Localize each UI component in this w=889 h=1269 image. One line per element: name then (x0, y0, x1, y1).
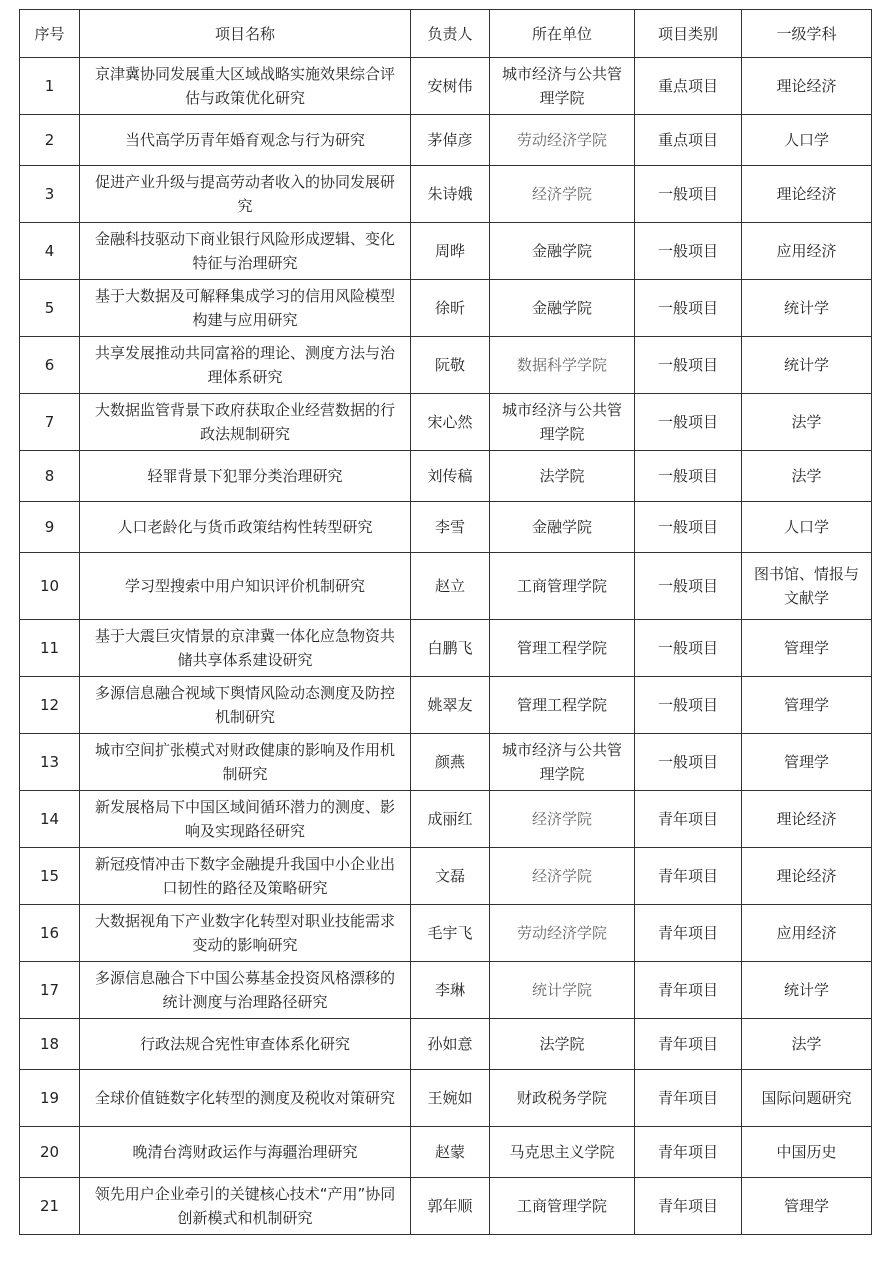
table-row (20, 1178, 872, 1235)
table-row (20, 166, 872, 223)
cell-project-type: 一般项目 (635, 280, 742, 337)
cell-project-name: 学习型搜索中用户知识评价机制研究 (80, 553, 411, 620)
cell-leader: 成丽红 (411, 791, 490, 848)
cell-project-name: 当代高学历青年婚育观念与行为研究 (80, 115, 411, 166)
cell-leader: 文磊 (411, 848, 490, 905)
cell-index: 21 (20, 1178, 80, 1235)
cell-index: 10 (20, 553, 80, 620)
table-row (20, 502, 872, 553)
cell-discipline: 统计学 (742, 962, 872, 1019)
cell-discipline: 统计学 (742, 280, 872, 337)
cell-project-name: 基于大数据及可解释集成学习的信用风险模型构建与应用研究 (80, 280, 411, 337)
cell-index: 7 (20, 394, 80, 451)
table-row (20, 677, 872, 734)
cell-leader: 宋心然 (411, 394, 490, 451)
cell-discipline: 法学 (742, 394, 872, 451)
cell-project-name: 晚清台湾财政运作与海疆治理研究 (80, 1127, 411, 1178)
cell-discipline: 理论经济 (742, 166, 872, 223)
cell-discipline: 管理学 (742, 734, 872, 791)
cell-index: 17 (20, 962, 80, 1019)
cell-project-name: 大数据监管背景下政府获取企业经营数据的行政法规制研究 (80, 394, 411, 451)
table-row (20, 620, 872, 677)
cell-discipline: 中国历史 (742, 1127, 872, 1178)
cell-project-type: 一般项目 (635, 451, 742, 502)
cell-leader: 姚翠友 (411, 677, 490, 734)
cell-project-type: 一般项目 (635, 620, 742, 677)
cell-index: 6 (20, 337, 80, 394)
cell-index: 5 (20, 280, 80, 337)
cell-discipline: 理论经济 (742, 791, 872, 848)
cell-project-name: 金融科技驱动下商业银行风险形成逻辑、变化特征与治理研究 (80, 223, 411, 280)
cell-project-name: 共享发展推动共同富裕的理论、测度方法与治理体系研究 (80, 337, 411, 394)
cell-unit: 管理工程学院 (490, 677, 635, 734)
cell-discipline: 理论经济 (742, 58, 872, 115)
cell-discipline: 统计学 (742, 337, 872, 394)
table-row (20, 451, 872, 502)
cell-leader: 朱诗娥 (411, 166, 490, 223)
cell-unit: 城市经济与公共管理学院 (490, 58, 635, 115)
cell-discipline: 法学 (742, 1019, 872, 1070)
table-body (20, 58, 872, 1235)
cell-project-name: 轻罪背景下犯罪分类治理研究 (80, 451, 411, 502)
table-row (20, 337, 872, 394)
cell-unit: 工商管理学院 (490, 553, 635, 620)
table-row (20, 394, 872, 451)
cell-project-type: 青年项目 (635, 791, 742, 848)
table-row (20, 115, 872, 166)
cell-index: 19 (20, 1070, 80, 1127)
cell-leader: 郭年顺 (411, 1178, 490, 1235)
cell-discipline: 管理学 (742, 677, 872, 734)
table-row (20, 734, 872, 791)
cell-index: 13 (20, 734, 80, 791)
table-row (20, 280, 872, 337)
cell-project-name: 新冠疫情冲击下数字金融提升我国中小企业出口韧性的路径及策略研究 (80, 848, 411, 905)
cell-index: 2 (20, 115, 80, 166)
cell-unit: 经济学院 (490, 848, 635, 905)
table-row (20, 1070, 872, 1127)
cell-leader: 刘传稿 (411, 451, 490, 502)
cell-discipline: 管理学 (742, 1178, 872, 1235)
cell-unit: 金融学院 (490, 502, 635, 553)
cell-discipline: 国际问题研究 (742, 1070, 872, 1127)
cell-leader: 徐昕 (411, 280, 490, 337)
table-row (20, 553, 872, 620)
cell-project-type: 青年项目 (635, 1127, 742, 1178)
cell-project-name: 多源信息融合下中国公募基金投资风格漂移的统计测度与治理路径研究 (80, 962, 411, 1019)
cell-leader: 毛宇飞 (411, 905, 490, 962)
cell-unit: 法学院 (490, 1019, 635, 1070)
cell-unit: 工商管理学院 (490, 1178, 635, 1235)
cell-discipline: 应用经济 (742, 905, 872, 962)
projects-table (19, 9, 872, 1235)
cell-project-name: 行政法规合宪性审查体系化研究 (80, 1019, 411, 1070)
cell-index: 16 (20, 905, 80, 962)
cell-index: 11 (20, 620, 80, 677)
cell-project-name: 全球价值链数字化转型的测度及税收对策研究 (80, 1070, 411, 1127)
cell-project-name: 城市空间扩张模式对财政健康的影响及作用机制研究 (80, 734, 411, 791)
cell-discipline: 管理学 (742, 620, 872, 677)
table-row (20, 223, 872, 280)
cell-leader: 白鹏飞 (411, 620, 490, 677)
cell-project-name: 新发展格局下中国区域间循环潜力的测度、影响及实现路径研究 (80, 791, 411, 848)
cell-project-type: 重点项目 (635, 58, 742, 115)
cell-leader: 赵蒙 (411, 1127, 490, 1178)
table-row (20, 1019, 872, 1070)
cell-unit: 金融学院 (490, 280, 635, 337)
cell-index: 15 (20, 848, 80, 905)
cell-index: 14 (20, 791, 80, 848)
cell-unit: 劳动经济学院 (490, 115, 635, 166)
table-row (20, 1127, 872, 1178)
table-row (20, 962, 872, 1019)
cell-index: 20 (20, 1127, 80, 1178)
cell-project-type: 一般项目 (635, 553, 742, 620)
cell-unit: 劳动经济学院 (490, 905, 635, 962)
cell-leader: 李雪 (411, 502, 490, 553)
cell-index: 4 (20, 223, 80, 280)
cell-project-type: 一般项目 (635, 677, 742, 734)
cell-discipline: 应用经济 (742, 223, 872, 280)
cell-project-type: 青年项目 (635, 1178, 742, 1235)
cell-leader: 周晔 (411, 223, 490, 280)
cell-project-type: 一般项目 (635, 502, 742, 553)
cell-project-type: 青年项目 (635, 962, 742, 1019)
cell-discipline: 法学 (742, 451, 872, 502)
cell-project-type: 一般项目 (635, 166, 742, 223)
cell-unit: 经济学院 (490, 166, 635, 223)
cell-unit: 统计学院 (490, 962, 635, 1019)
cell-unit: 金融学院 (490, 223, 635, 280)
cell-index: 12 (20, 677, 80, 734)
table-row (20, 58, 872, 115)
cell-project-type: 一般项目 (635, 337, 742, 394)
cell-discipline: 理论经济 (742, 848, 872, 905)
cell-project-type: 重点项目 (635, 115, 742, 166)
cell-leader: 阮敬 (411, 337, 490, 394)
header-discipline: 一级学科 (742, 10, 872, 58)
cell-project-name: 促进产业升级与提高劳动者收入的协同发展研究 (80, 166, 411, 223)
cell-index: 8 (20, 451, 80, 502)
cell-project-type: 一般项目 (635, 394, 742, 451)
cell-leader: 孙如意 (411, 1019, 490, 1070)
cell-project-name: 领先用户企业牵引的关键核心技术“产用”协同创新模式和机制研究 (80, 1178, 411, 1235)
cell-leader: 王婉如 (411, 1070, 490, 1127)
cell-leader: 茅倬彦 (411, 115, 490, 166)
cell-project-type: 一般项目 (635, 223, 742, 280)
cell-leader: 颜燕 (411, 734, 490, 791)
header-unit: 所在单位 (490, 10, 635, 58)
cell-project-name: 京津冀协同发展重大区域战略实施效果综合评估与政策优化研究 (80, 58, 411, 115)
cell-leader: 李琳 (411, 962, 490, 1019)
cell-project-name: 基于大震巨灾情景的京津冀一体化应急物资共储共享体系建设研究 (80, 620, 411, 677)
cell-index: 9 (20, 502, 80, 553)
header-project-name: 项目名称 (80, 10, 411, 58)
table-row (20, 905, 872, 962)
header-leader: 负责人 (411, 10, 490, 58)
cell-project-type: 青年项目 (635, 905, 742, 962)
cell-leader: 赵立 (411, 553, 490, 620)
cell-project-name: 大数据视角下产业数字化转型对职业技能需求变动的影响研究 (80, 905, 411, 962)
cell-project-type: 一般项目 (635, 734, 742, 791)
cell-discipline: 人口学 (742, 115, 872, 166)
cell-unit: 城市经济与公共管理学院 (490, 734, 635, 791)
cell-unit: 马克思主义学院 (490, 1127, 635, 1178)
table-row (20, 791, 872, 848)
header-project-type: 项目类别 (635, 10, 742, 58)
cell-project-name: 人口老龄化与货币政策结构性转型研究 (80, 502, 411, 553)
cell-discipline: 人口学 (742, 502, 872, 553)
cell-project-type: 青年项目 (635, 1070, 742, 1127)
cell-unit: 城市经济与公共管理学院 (490, 394, 635, 451)
cell-unit: 经济学院 (490, 791, 635, 848)
cell-unit: 数据科学学院 (490, 337, 635, 394)
cell-project-type: 青年项目 (635, 848, 742, 905)
cell-project-name: 多源信息融合视域下舆情风险动态测度及防控机制研究 (80, 677, 411, 734)
table-row (20, 848, 872, 905)
cell-index: 18 (20, 1019, 80, 1070)
cell-leader: 安树伟 (411, 58, 490, 115)
cell-discipline: 图书馆、情报与文献学 (742, 553, 872, 620)
header-index: 序号 (20, 10, 80, 58)
cell-index: 3 (20, 166, 80, 223)
cell-project-type: 青年项目 (635, 1019, 742, 1070)
cell-index: 1 (20, 58, 80, 115)
table-header-row (20, 10, 872, 58)
cell-unit: 财政税务学院 (490, 1070, 635, 1127)
cell-unit: 管理工程学院 (490, 620, 635, 677)
cell-unit: 法学院 (490, 451, 635, 502)
